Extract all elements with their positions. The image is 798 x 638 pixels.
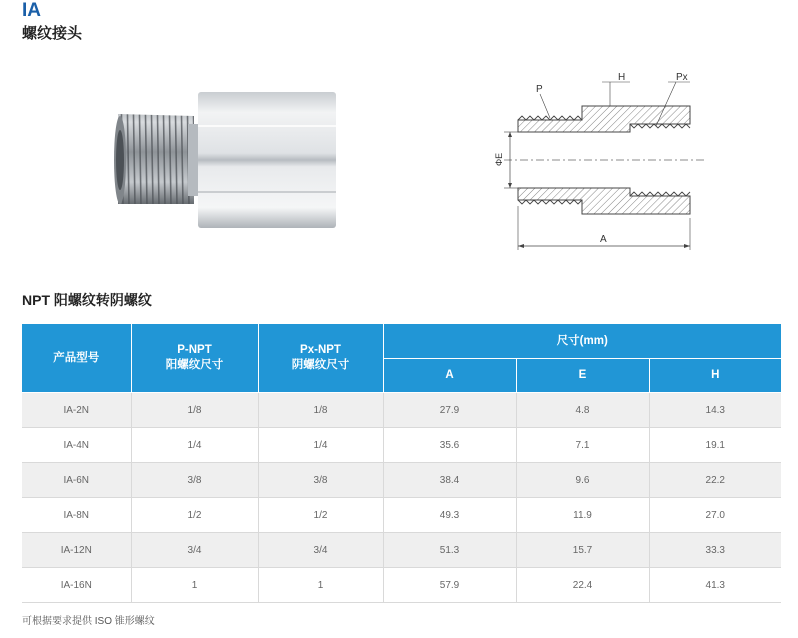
- label-a: A: [600, 234, 607, 245]
- cell-a: 35.6: [383, 428, 516, 463]
- header-h: H: [649, 359, 781, 393]
- dimension-drawing: [490, 70, 720, 254]
- cell-e: 11.9: [516, 498, 649, 533]
- header-p-npt: P-NPT 阳螺纹尺寸: [131, 324, 258, 393]
- cell-a: 27.9: [383, 393, 516, 428]
- cell-p: 1/8: [131, 393, 258, 428]
- product-name: 螺纹接头: [22, 25, 83, 42]
- cell-e: 9.6: [516, 463, 649, 498]
- spec-table: [22, 324, 781, 603]
- table-row: [22, 533, 781, 568]
- label-h: H: [618, 72, 626, 83]
- label-p: P: [536, 84, 543, 95]
- cell-a: 57.9: [383, 568, 516, 603]
- header-dimensions: 尺寸(mm): [383, 324, 781, 359]
- cell-e: 15.7: [516, 533, 649, 568]
- header-e: E: [516, 359, 649, 393]
- label-e: ΦE: [494, 152, 504, 166]
- cell-model: IA-16N: [22, 568, 131, 603]
- header-a: A: [383, 359, 516, 393]
- table-row: [22, 393, 781, 428]
- cell-p: 1: [131, 568, 258, 603]
- cell-p: 3/4: [131, 533, 258, 568]
- table-row: [22, 498, 781, 533]
- cell-model: IA-2N: [22, 393, 131, 428]
- cell-px: 1: [258, 568, 383, 603]
- cell-p: 1/4: [131, 428, 258, 463]
- fitting-photo: [108, 86, 348, 234]
- cell-model: IA-4N: [22, 428, 131, 463]
- header-model: 产品型号: [22, 324, 131, 393]
- cell-a: 51.3: [383, 533, 516, 568]
- cell-model: IA-8N: [22, 498, 131, 533]
- cell-model: IA-12N: [22, 533, 131, 568]
- cell-model: IA-6N: [22, 463, 131, 498]
- header-px-npt: Px-NPT 阴螺纹尺寸: [258, 324, 383, 393]
- cell-e: 7.1: [516, 428, 649, 463]
- cell-h: 41.3: [649, 568, 781, 603]
- cell-px: 3/4: [258, 533, 383, 568]
- table-row: [22, 568, 781, 603]
- section-title: NPT 阳螺纹转阴螺纹: [22, 292, 152, 308]
- product-code: IA: [22, 0, 41, 21]
- cell-e: 22.4: [516, 568, 649, 603]
- cell-e: 4.8: [516, 393, 649, 428]
- table-row: [22, 428, 781, 463]
- cell-p: 3/8: [131, 463, 258, 498]
- cell-h: 33.3: [649, 533, 781, 568]
- cell-a: 38.4: [383, 463, 516, 498]
- cell-px: 1/4: [258, 428, 383, 463]
- cell-h: 22.2: [649, 463, 781, 498]
- label-px: Px: [676, 72, 688, 83]
- cell-h: 14.3: [649, 393, 781, 428]
- cell-px: 3/8: [258, 463, 383, 498]
- cell-px: 1/8: [258, 393, 383, 428]
- table-row: [22, 463, 781, 498]
- cell-p: 1/2: [131, 498, 258, 533]
- footnote: 可根据要求提供 ISO 锥形螺纹: [22, 616, 155, 627]
- cell-h: 19.1: [649, 428, 781, 463]
- cell-px: 1/2: [258, 498, 383, 533]
- cell-a: 49.3: [383, 498, 516, 533]
- cell-h: 27.0: [649, 498, 781, 533]
